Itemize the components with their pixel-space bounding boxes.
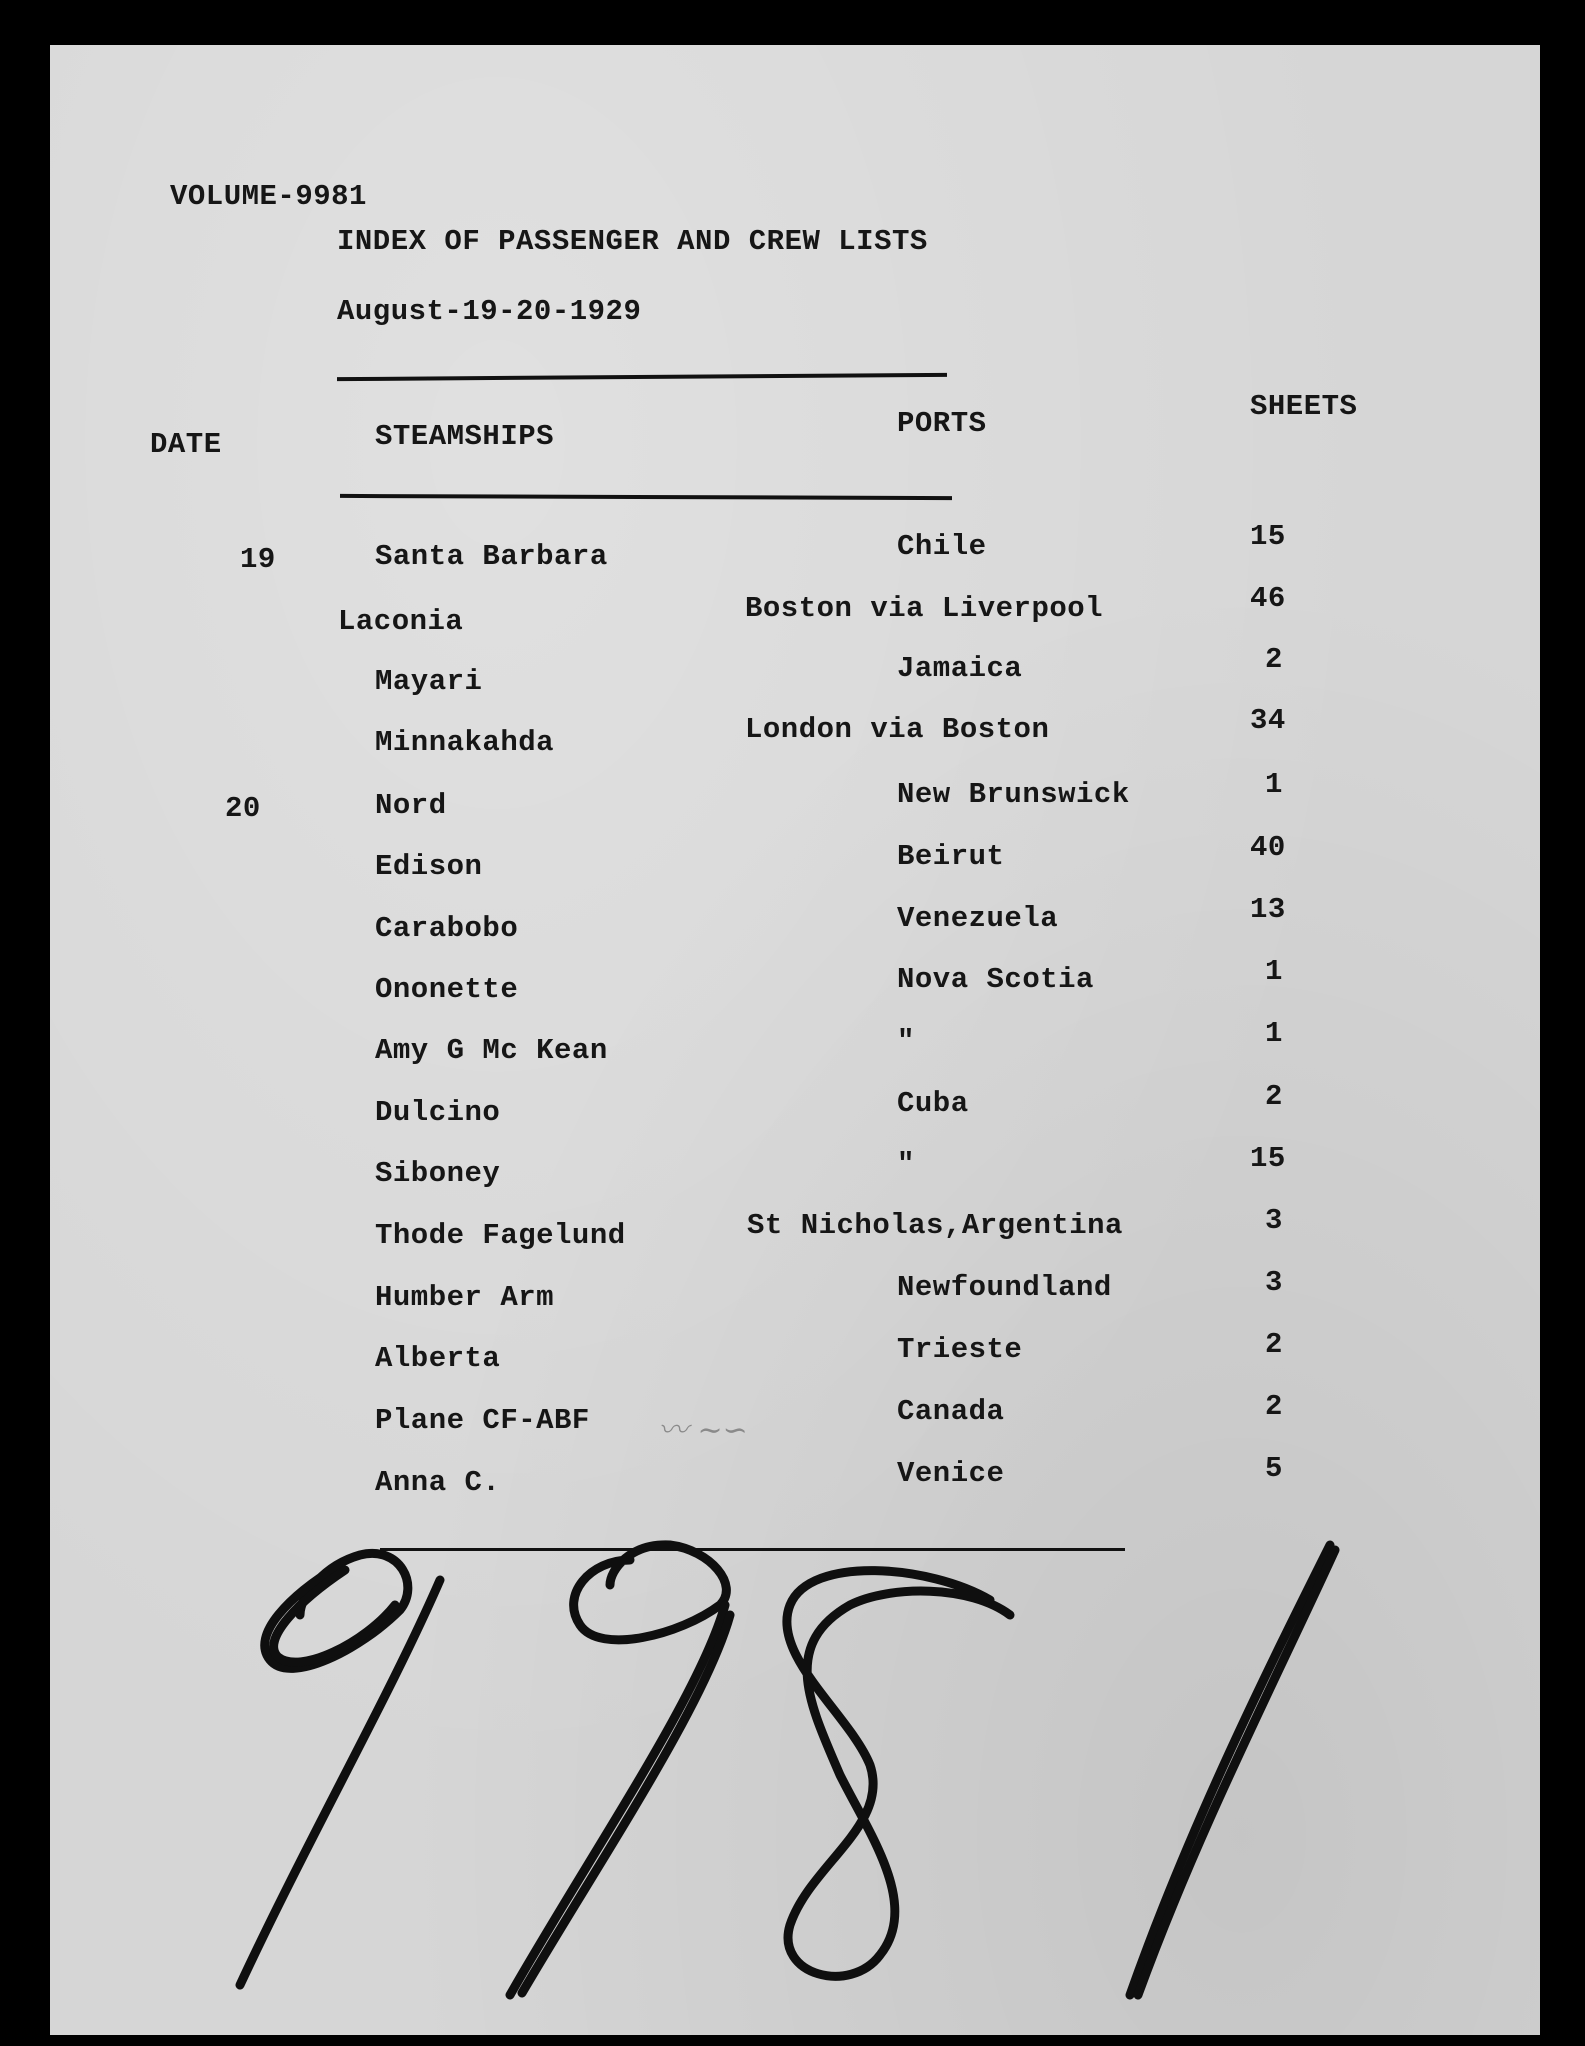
row-port: Boston via Liverpool [745,592,1104,625]
row-sheets: 2 [1265,1080,1283,1113]
column-header-sheets: SHEETS [1250,390,1358,423]
row-port: Trieste [897,1333,1023,1366]
row-port: Nova Scotia [897,963,1094,996]
row-port: Cuba [897,1087,969,1120]
column-header-date: DATE [150,428,222,461]
row-port: " [897,1148,915,1181]
row-ship: Mayari [375,665,483,698]
row-ship: Plane CF-ABF [375,1404,590,1437]
row-sheets: 2 [1265,1328,1283,1361]
row-ship: Amy G Mc Kean [375,1034,608,1067]
row-ship: Nord [375,789,447,822]
row-date: 19 [240,543,276,576]
row-port: Chile [897,530,987,563]
row-ship: Anna C. [375,1466,501,1499]
row-sheets: 1 [1265,1017,1283,1050]
row-port: Venezuela [897,902,1059,935]
pencil-scribble: 〰︎ ∼∽ [658,1413,748,1448]
row-port: Canada [897,1395,1005,1428]
date-range: August-19-20-1929 [337,295,642,328]
row-sheets: 3 [1265,1266,1283,1299]
row-sheets: 15 [1250,520,1286,553]
row-sheets: 15 [1250,1142,1286,1175]
header-rule-top [337,373,947,381]
row-ship: Humber Arm [375,1281,555,1314]
row-port: Jamaica [897,652,1023,685]
row-sheets: 2 [1265,1390,1283,1423]
column-header-steamships: STEAMSHIPS [375,420,555,453]
row-sheets: 46 [1250,582,1286,615]
row-ship: Dulcino [375,1096,501,1129]
row-sheets: 1 [1265,768,1283,801]
document-title: INDEX OF PASSENGER AND CREW LISTS [337,225,928,258]
row-ship: Edison [375,850,483,883]
document-page [50,45,1540,2035]
row-port: " [897,1025,915,1058]
row-port: New Brunswick [897,778,1130,811]
row-ship: Ononette [375,973,519,1006]
row-port: Beirut [897,840,1005,873]
row-sheets: 40 [1250,831,1286,864]
row-ship: Siboney [375,1157,501,1190]
row-ship: Alberta [375,1342,501,1375]
row-sheets: 34 [1250,704,1286,737]
column-header-ports: PORTS [897,407,987,440]
row-sheets: 3 [1265,1204,1283,1237]
row-ship: Santa Barbara [375,540,608,573]
row-ship: Carabobo [375,912,519,945]
row-ship: Minnakahda [375,726,555,759]
row-sheets: 1 [1265,955,1283,988]
row-ship: Thode Fagelund [375,1219,626,1252]
row-port: Newfoundland [897,1271,1112,1304]
row-port: Venice [897,1457,1005,1490]
row-sheets: 13 [1250,893,1286,926]
row-port: London via Boston [745,713,1050,746]
volume-label: VOLUME-9981 [170,180,367,213]
header-rule-bottom [340,494,952,500]
row-port: St Nicholas,Argentina [747,1209,1123,1242]
row-sheets: 5 [1265,1452,1283,1485]
row-ship: Laconia [338,605,464,638]
row-sheets: 2 [1265,643,1283,676]
row-date: 20 [225,792,261,825]
handwritten-volume-number [230,1525,1430,2005]
